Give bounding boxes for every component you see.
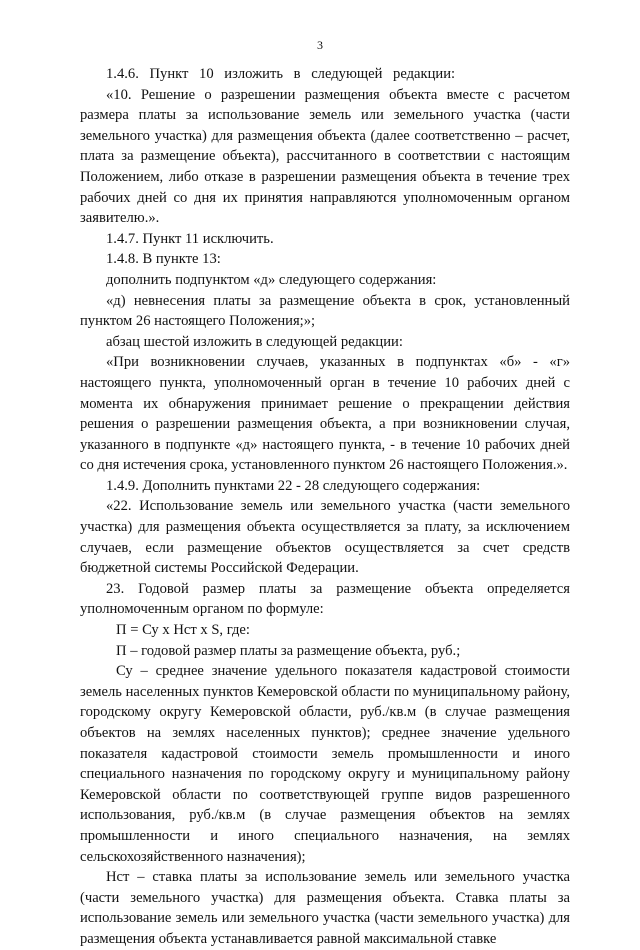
paragraph-add-subpoint: дополнить подпунктом «д» следующего содержания:: [106, 271, 437, 288]
paragraph-sixth-abzac: абзац шестой изложить в следующей редакции:: [106, 333, 403, 350]
paragraph-1-4-9: 1.4.9. Дополнить пунктами 22 - 28 следующего содержания:: [106, 477, 481, 494]
formula-su-definition: Су – среднее значение удельного показателя кадастровой стоимости земель населенных пунктов Кемеровской области по муниципальному району, городскому округу Кемеровской области, руб./кв.м (в случае размещения объектов на землях населенных пунктов); среднее значение удельного показателя кадастровой стоимости земель промышленности и иного специального назначения по городскому округу и муниципальному району Кемеровской области по соответствующей группе видов разрешенного использования, руб./кв.м (в случае размещения объектов на землях промышленности и иного специального назначения, на землях сельскохозяйственного назначения);: [80, 663, 570, 865]
paragraph-point-22: «22. Использование земель или земельного участка (части земельного участка) для размещения объекта осуществляется за плату, за исключением случаев, если размещение объектов осуществляется за счет средств бюджетной системы Российской Федерации.: [80, 498, 570, 577]
paragraph-1-4-6: 1.4.6. Пункт 10 изложить в следующей редакции:: [106, 66, 456, 82]
page-number: 3: [317, 38, 323, 52]
formula-line: П = Су х Нст х S, где:: [116, 622, 250, 639]
paragraph-cases: «При возникновении случаев, указанных в подпунктах «б» - «г» настоящего пункта, уполномоченный орган в течение 10 рабочих дней с момента их обнаружения принимает решение о прекращении действия решения о разрешении размещения объекта, а при возникновении случая, указанного в подпункте «д» настоящего пункта, - в течение 10 рабочих дней со дня истечения срока, установленного пунктом 26 настоящего Положения.».: [80, 354, 570, 474]
document-body: [80, 64, 570, 950]
formula-nst-definition: Нст – ставка платы за использование земель или земельного участка (части земельного участка) для размещения объекта. Ставка платы за использование земель или земельного участка (части земельного участка) для размещения объекта устанавливается равной максимальной ставке: [80, 869, 570, 947]
paragraph-1-4-8: 1.4.8. В пункте 13:: [106, 251, 221, 268]
paragraph-1-4-7: 1.4.7. Пункт 11 исключить.: [106, 230, 274, 247]
paragraph-subpoint-d: «д) невнесения платы за размещение объекта в срок, установленный пунктом 26 настоящего Положения;»;: [80, 292, 570, 330]
formula-p-definition: П – годовой размер платы за размещение объекта, руб.;: [116, 642, 461, 659]
paragraph-point-23: 23. Годовой размер платы за размещение объекта определяется уполномоченным органом по формуле:: [80, 580, 570, 618]
paragraph-point-10: «10. Решение о разрешении размещения объекта вместе с расчетом размера платы за использование земель или земельного участка (части земельного участка) для размещения объекта (далее соответственно – расчет, плата за размещение объекта), рассчитанного в соответствии с настоящим Положением, либо отказе в разрешении размещения объекта в течение трех рабочих дней со дня их принятия направляются уполномоченным органом заявителю.».: [80, 86, 570, 227]
